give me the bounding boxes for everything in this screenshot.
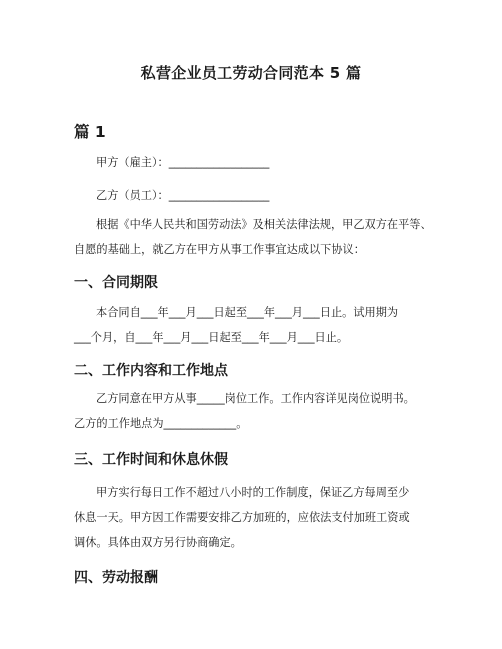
intro-line-2: 自愿的基础上，就乙方在甲方从事工作事宜达成以下协议： <box>74 243 365 256</box>
clause-2-line-2: 乙方的工作地点为_____________。 <box>74 417 248 430</box>
intro-paragraph <box>74 212 454 262</box>
clause-3-paragraph <box>74 480 454 555</box>
intro-line-1: 根据《中华人民共和国劳动法》及相关法律法规，甲乙双方在平等、 <box>96 218 432 231</box>
clause-2-paragraph <box>74 386 454 436</box>
clause-3-line-1: 甲方实行每日工作不超过八小时的工作制度，保证乙方每周至少 <box>96 486 410 499</box>
clause-2-line-1: 乙方同意在甲方从事_____岗位工作。工作内容详见岗位说明书。 <box>96 392 415 405</box>
party-a-line: 甲方（雇主）：__________________ <box>96 156 270 169</box>
clause-3-heading: 三、工作时间和休息休假 <box>74 452 228 468</box>
clause-3-line-3: 调休。具体由双方另行协商确定。 <box>74 536 242 549</box>
clause-1-line-2: ___个月，自___年___月___日起至___年___月___日止。 <box>74 331 349 344</box>
clause-4-heading: 四、劳动报酬 <box>74 570 158 586</box>
clause-1-heading: 一、合同期限 <box>74 275 158 291</box>
document-title: 私营企业员工劳动合同范本 5 篇 <box>140 64 362 82</box>
clause-1-paragraph <box>74 300 454 350</box>
clause-3-line-2: 休息一天。甲方因工作需要安排乙方加班的，应依法支付加班工资或 <box>74 511 410 524</box>
section-heading: 篇 1 <box>74 123 106 141</box>
clause-1-line-1: 本合同自___年___月___日起至___年___月___日止。试用期为 <box>96 306 399 319</box>
clause-2-heading: 二、工作内容和工作地点 <box>74 363 228 379</box>
party-b-line: 乙方（员工）：__________________ <box>96 189 270 202</box>
